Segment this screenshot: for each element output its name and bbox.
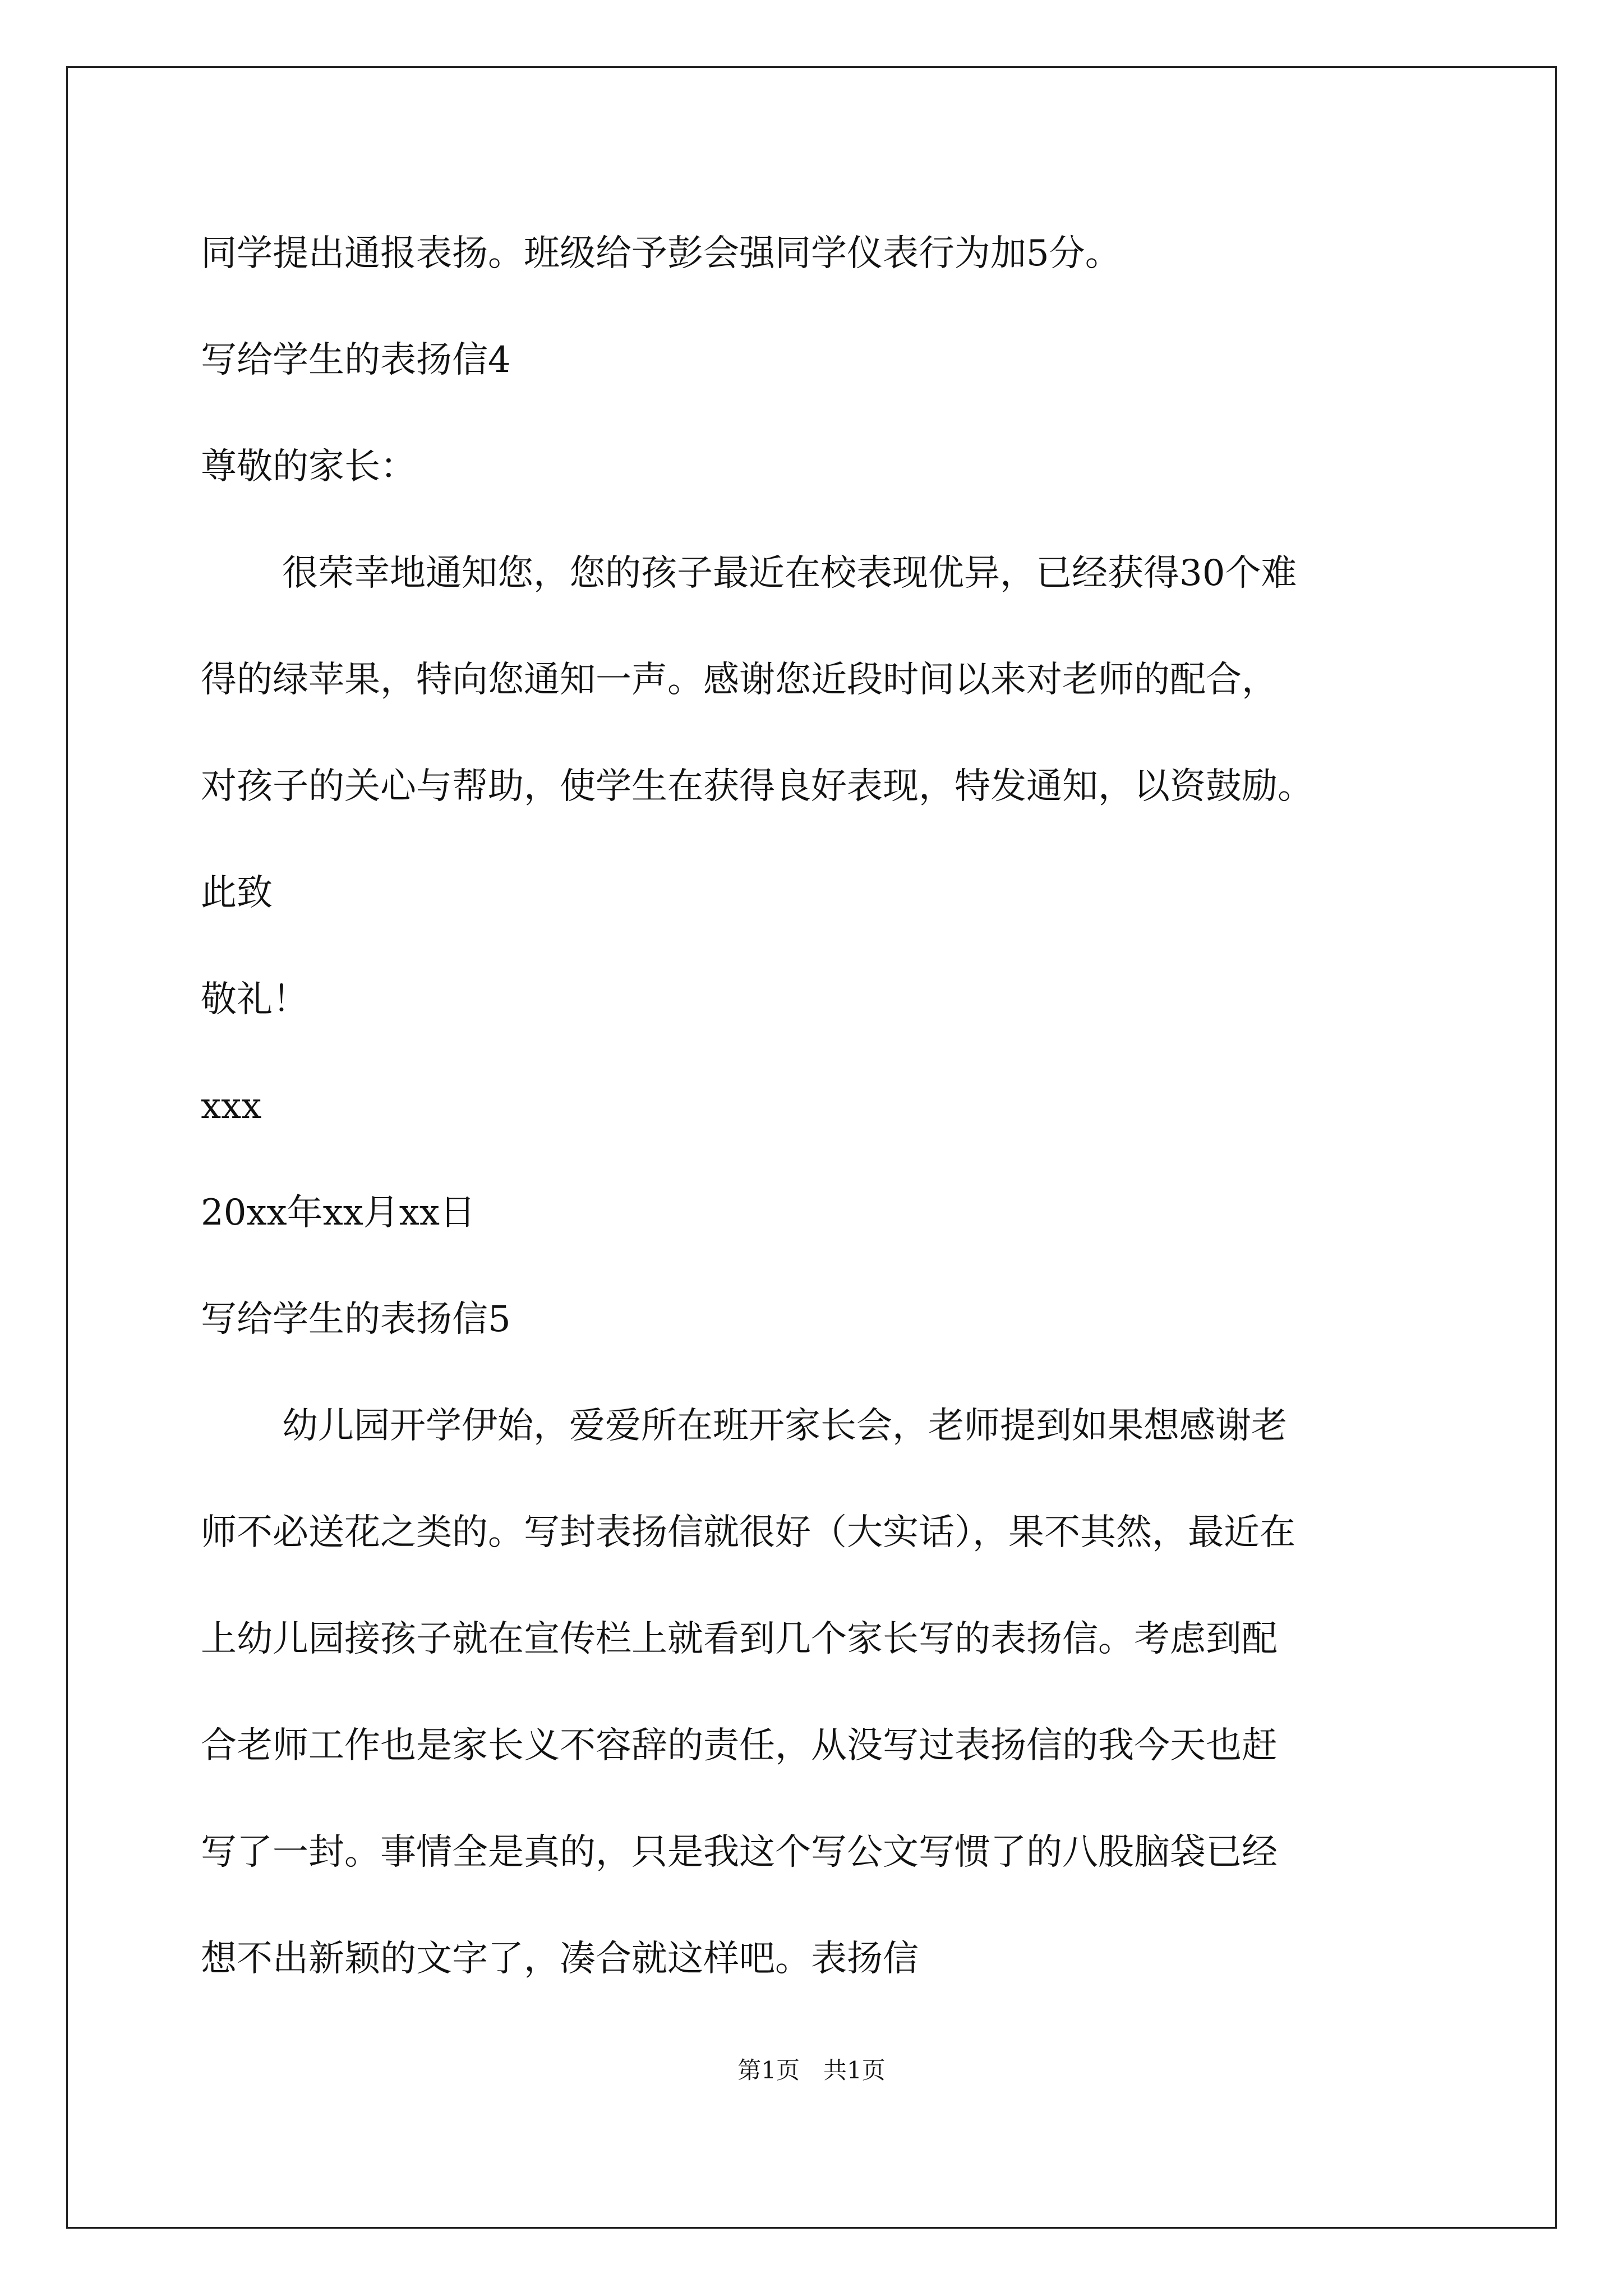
text-line: 写了一封。事情全是真的，只是我这个写公文写惯了的八股脑袋已经	[201, 1832, 1278, 1873]
page-border	[66, 66, 1557, 2229]
text-line: 同学提出通报表扬。班级给予彭会强同学仪表行为加5分。	[201, 233, 1121, 274]
section-heading: 写给学生的表扬信5	[201, 1299, 511, 1340]
salutation: 尊敬的家长：	[201, 446, 416, 487]
text-line: 幼儿园开学伊始，爱爱所在班开家长会，老师提到如果想感谢老	[282, 1405, 1287, 1447]
text-line: 很荣幸地通知您，您的孩子最近在校表现优异，已经获得30个难	[282, 553, 1297, 594]
text-line: 合老师工作也是家长义不容辞的责任，从没写过表扬信的我今天也赶	[201, 1725, 1278, 1766]
closing-line: 敬礼！	[201, 979, 308, 1020]
text-line: 对孩子的关心与帮助，使学生在获得良好表现，特发通知，以资鼓励。	[201, 766, 1313, 807]
text-line: 得的绿苹果，特向您通知一声。感谢您近段时间以来对老师的配合，	[201, 659, 1278, 701]
section-heading: 写给学生的表扬信4	[201, 339, 511, 381]
text-line: 上幼儿园接孩子就在宣传栏上就看到几个家长写的表扬信。考虑到配	[201, 1618, 1278, 1660]
date: 20xx年xx月xx日	[201, 1192, 476, 1234]
text-line: 师不必送花之类的。写封表扬信就很好（大实话），果不其然，最近在	[201, 1512, 1295, 1553]
signature: xxx	[201, 1085, 262, 1127]
page-number-footer: 第1页 共1页	[737, 2056, 886, 2084]
closing-line: 此致	[201, 872, 273, 914]
text-line: 想不出新颖的文字了，凑合就这样吧。表扬信	[201, 1938, 919, 1980]
